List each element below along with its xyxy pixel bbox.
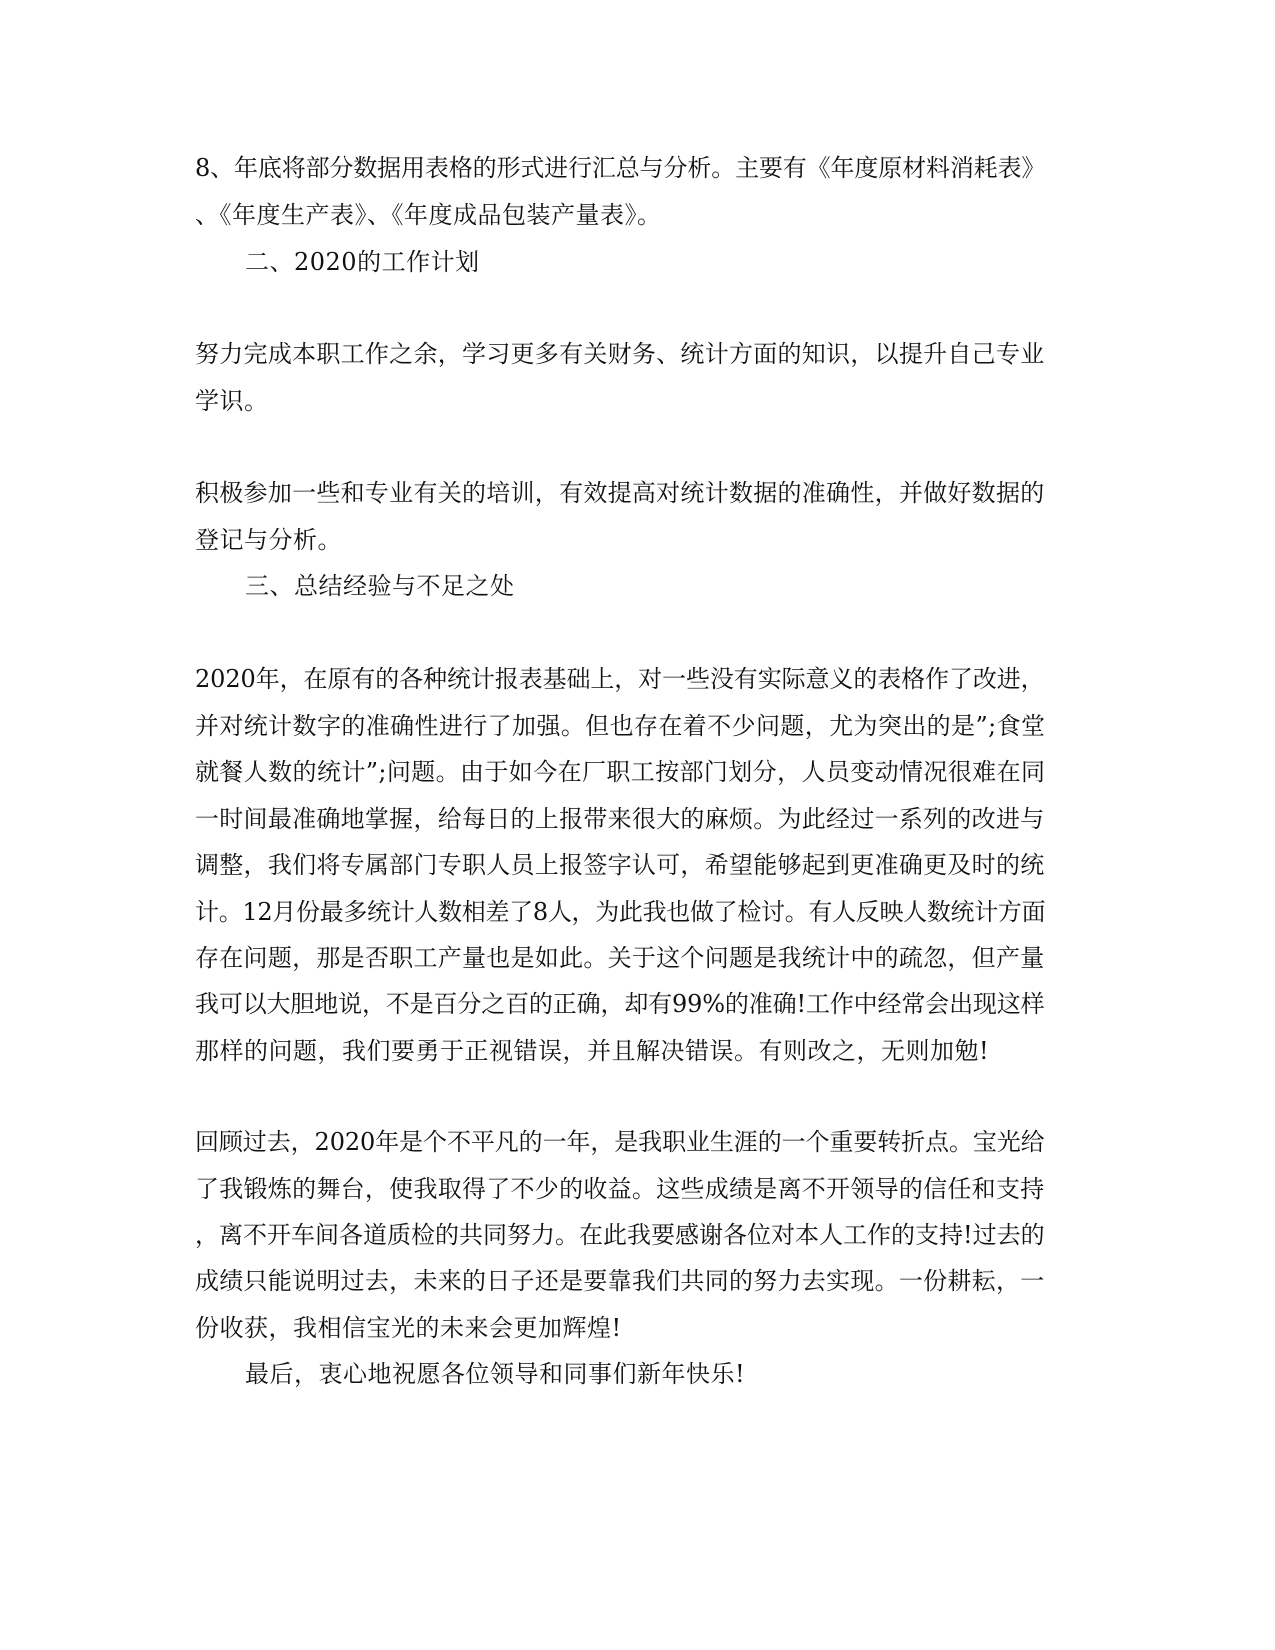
paragraph-line: ，离不开车间各道质检的共同努力。在此我要感谢各位对本人工作的支持!过去的 <box>195 1221 1045 1249</box>
paragraph-line: 调整，我们将专属部门专职人员上报签字认可，希望能够起到更准确更及时的统 <box>195 851 1045 879</box>
paragraph-line: 了我锻炼的舞台，使我取得了不少的收益。这些成绩是离不开领导的信任和支持 <box>195 1175 1045 1203</box>
section-heading: 二、2020的工作计划 <box>245 248 480 276</box>
paragraph-line: 回顾过去，2020年是个不平凡的一年，是我职业生涯的一个重要转折点。宝光给 <box>195 1128 1045 1156</box>
paragraph-line: 8、年底将部分数据用表格的形式进行汇总与分析。主要有《年度原材料消耗表》 <box>195 154 1046 182</box>
paragraph-line: 存在问题，那是否职工产量也是如此。关于这个问题是我统计中的疏忽，但产量 <box>195 944 1045 972</box>
paragraph-line: 学识。 <box>195 387 269 415</box>
paragraph-line: 就餐人数的统计”;问题。由于如今在厂职工按部门划分，人员变动情况很难在同 <box>195 758 1046 786</box>
paragraph-line: 、《年度生产表》、《年度成品包装产量表》。 <box>195 201 662 229</box>
paragraph-line: 登记与分析。 <box>195 526 342 554</box>
paragraph-line: 那样的问题，我们要勇于正视错误，并且解决错误。有则改之，无则加勉! <box>195 1037 990 1065</box>
paragraph-line: 计。12月份最多统计人数相差了8人，为此我也做了检讨。有人反映人数统计方面 <box>195 898 1046 926</box>
paragraph-line: 份收获，我相信宝光的未来会更加辉煌! <box>195 1314 622 1342</box>
paragraph-line: 我可以大胆地说，不是百分之百的正确，却有99%的准确!工作中经常会出现这样 <box>195 990 1045 1018</box>
paragraph-line: 努力完成本职工作之余，学习更多有关财务、统计方面的知识，以提升自己专业 <box>195 340 1045 368</box>
paragraph-line: 并对统计数字的准确性进行了加强。但也存在着不少问题，尤为突出的是”;食堂 <box>195 712 1046 740</box>
closing-line: 最后，衷心地祝愿各位领导和同事们新年快乐! <box>245 1360 746 1388</box>
paragraph-line: 一时间最准确地掌握，给每日的上报带来很大的麻烦。为此经过一系列的改进与 <box>195 805 1045 833</box>
paragraph-line: 积极参加一些和专业有关的培训，有效提高对统计数据的准确性，并做好数据的 <box>195 479 1045 507</box>
paragraph-line: 2020年，在原有的各种统计报表基础上，对一些没有实际意义的表格作了改进， <box>195 665 1045 693</box>
paragraph-line: 成绩只能说明过去，未来的日子还是要靠我们共同的努力去实现。一份耕耘，一 <box>195 1267 1045 1295</box>
section-heading: 三、总结经验与不足之处 <box>245 572 515 600</box>
